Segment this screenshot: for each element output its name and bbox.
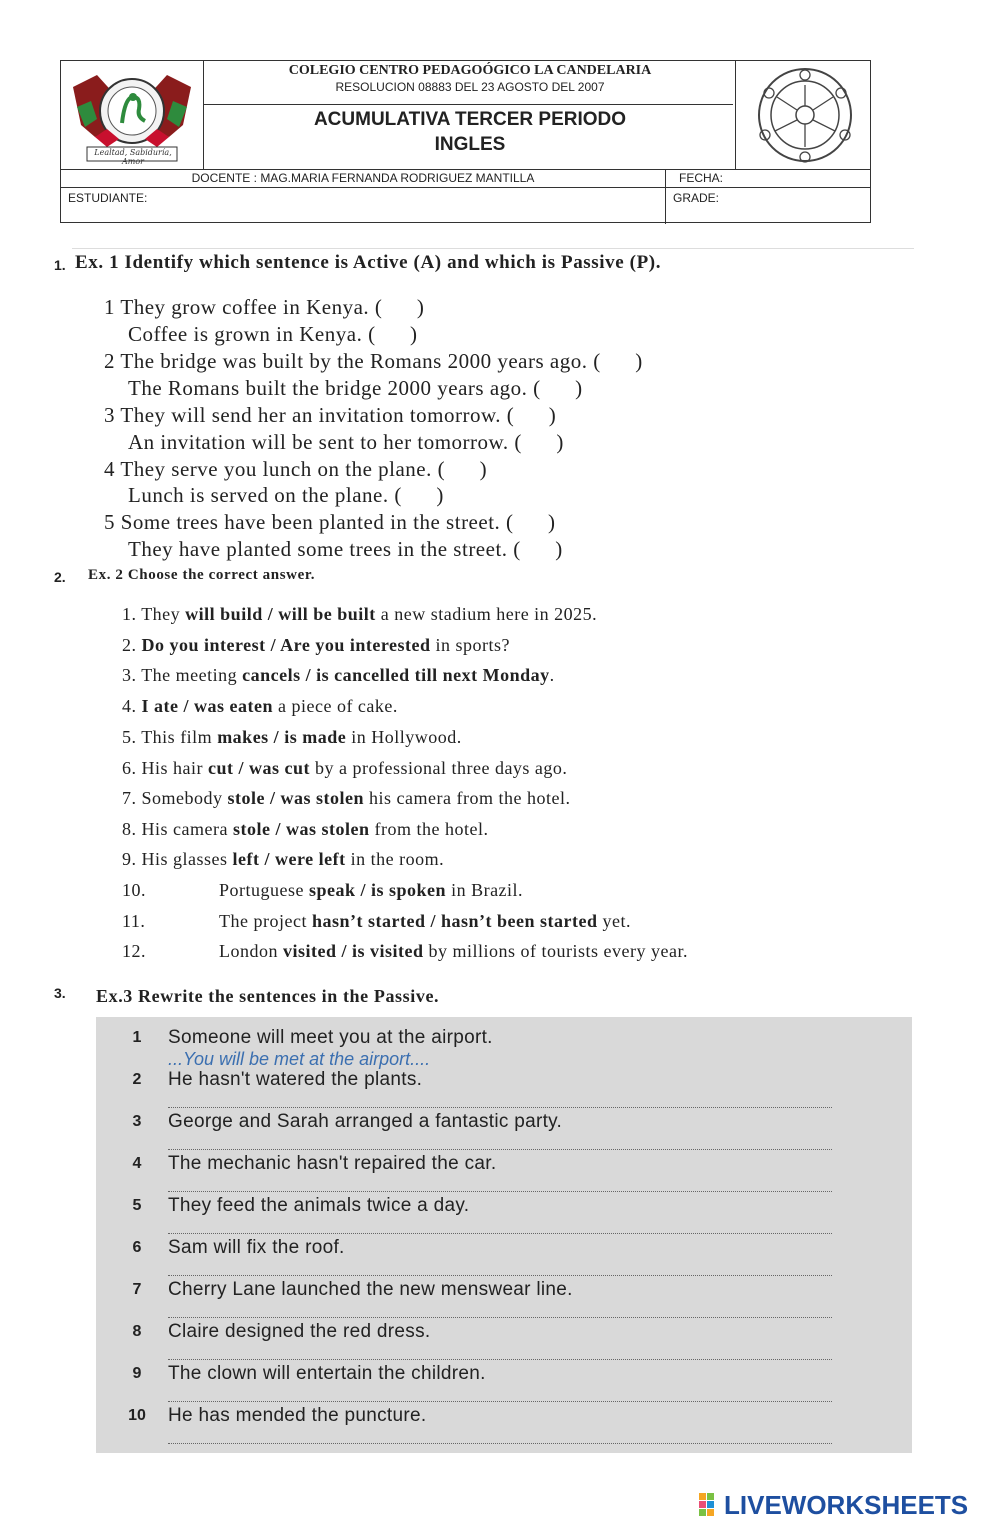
ex3-item-number: 5 [132,1197,142,1214]
ex2-title: Ex. 2 Choose the correct answer. [88,567,316,583]
ex2-item: 8. His camera stole / was stolen from the hotel. [122,819,489,839]
ex1-sentence: Coffee is grown in Kenya. ( ) [128,322,418,346]
ex3-item-number: 8 [132,1323,142,1340]
ex3-row [96,1359,912,1401]
ex1-sentence: 4 They serve you lunch on the plane. ( ) [104,457,488,481]
school-logo [67,67,197,165]
ex3-answer-line[interactable] [168,1091,832,1108]
ex3-sentence: The mechanic hasn't repaired the car. [168,1153,497,1174]
ex3-answer-line[interactable] [168,1343,832,1360]
teacher-field: DOCENTE : MAG.MARIA FERNANDA RODRIGUEZ MANTILLA [191,171,535,185]
ex2-number: 2. [54,569,66,585]
exam-subject: INGLES [434,134,506,155]
ex3-row [96,1233,912,1275]
ex3-item-number: 4 [132,1155,142,1172]
ex1-sentence: 3 They will send her an invitation tomorrow. ( ) [104,403,557,427]
ex3-answer-line[interactable] [168,1427,832,1444]
ex1-sentence: 2 The bridge was built by the Romans 2000 years ago. ( ) [104,349,643,373]
ex3-sentence: He hasn't watered the plants. [168,1069,423,1090]
ex1-sentence: They have planted some trees in the street. ( ) [128,537,563,561]
ex3-answer-line[interactable] [168,1301,832,1318]
ex3-row [96,1065,912,1107]
ex3-item-number: 6 [132,1239,142,1256]
ex3-sentence-box [96,1017,912,1453]
resolution-text: RESOLUCION 08883 DEL 23 AGOSTO DEL 2007 [335,80,605,94]
ex3-row [96,1317,912,1359]
ex3-sentence: Claire designed the red dress. [168,1321,431,1342]
ex2-item: 11. The project hasn’t started / hasn’t been started yet. [122,911,631,931]
ex3-sentence: They feed the animals twice a day. [168,1195,470,1216]
ex3-answer-line[interactable] [168,1175,832,1192]
ex3-number: 3. [54,985,66,1001]
header-table [60,60,871,223]
brand-name: LIVEWORKSHEETS [724,1489,969,1520]
ex3-sentence: He has mended the puncture. [168,1405,427,1426]
ex1-sentence: 5 Some trees have been planted in the street. ( ) [104,510,556,534]
ex3-row [96,1401,912,1443]
ex3-row [96,1149,912,1191]
ex3-answer-line[interactable] [168,1133,832,1150]
ex2-item: 7. Somebody stole / was stolen his camera from the hotel. [122,788,571,808]
ex2-item: 10. Portuguese speak / is spoken in Brazil. [122,880,524,900]
liveworksheets-logo[interactable] [698,1490,968,1520]
ex3-row [96,1023,912,1069]
ex3-row [96,1107,912,1149]
exam-title-block [205,107,735,157]
ex1-number: 1. [54,257,66,273]
ex1-divider [72,248,914,249]
ex3-sentence: The clown will entertain the children. [168,1363,486,1384]
ex1-title: Ex. 1 Identify which sentence is Active (A) and which is Passive (P). [75,252,662,273]
ex3-item-number: 7 [132,1281,142,1298]
school-name: COLEGIO CENTRO PEDAGOÓGICO LA CANDELARIA [288,63,652,78]
ex2-item: 6. His hair cut / was cut by a professional three days ago. [122,758,568,778]
ex3-answer-line[interactable] [168,1259,832,1276]
ex1-sentence: 1 They grow coffee in Kenya. ( ) [104,295,425,319]
ex3-row [96,1275,912,1317]
ex3-sentence: Sam will fix the roof. [168,1237,345,1258]
ex3-item-number: 10 [128,1407,146,1424]
ex2-item: 2. Do you interest / Are you interested in sports? [122,635,510,655]
date-label: FECHA: [679,171,724,185]
ex3-answer-line[interactable] [168,1385,832,1402]
ex2-item: 4. I ate / was eaten a piece of cake. [122,696,398,716]
ex3-sentence: Cherry Lane launched the new menswear line. [168,1279,573,1300]
ex3-item-number: 1 [132,1029,142,1046]
ex3-title: Ex.3 Rewrite the sentences in the Passive. [96,986,440,1006]
grade-label: GRADE: [673,191,720,205]
ex1-sentence: An invitation will be sent to her tomorrow. ( ) [128,430,564,454]
ex2-item: 5. This film makes / is made in Hollywood. [122,727,462,747]
kids-circle-emblem [741,63,869,167]
ex3-sentence: George and Sarah arranged a fantastic party. [168,1111,563,1132]
ex1-sentence: Lunch is served on the plane. ( ) [128,483,444,507]
ex2-item: 12. London visited / is visited by millions of tourists every year. [122,941,688,961]
ex3-answer-line[interactable] [168,1217,832,1234]
ex2-item: 9. His glasses left / were left in the room. [122,849,445,869]
school-motto: Lealtad, Sabiduría, Amor [94,148,172,166]
ex2-item: 3. The meeting cancels / is cancelled till next Monday. [122,665,555,685]
liveworksheets-icon [698,1492,724,1518]
ex1-sentence: The Romans built the bridge 2000 years ago. ( ) [128,376,583,400]
student-label: ESTUDIANTE: [68,191,148,205]
ex3-item-number: 2 [132,1071,142,1088]
ex2-item: 1. They will build / will be built a new stadium here in 2025. [122,604,598,624]
ex3-item-number: 9 [132,1365,142,1382]
ex3-item-number: 3 [132,1113,142,1130]
ex3-sentence: Someone will meet you at the airport. [168,1027,493,1048]
exam-title: ACUMULATIVA TERCER PERIODO [313,109,627,130]
ex3-row [96,1191,912,1233]
ex3-example-answer: ...You will be met at the airport.... [168,1049,431,1069]
